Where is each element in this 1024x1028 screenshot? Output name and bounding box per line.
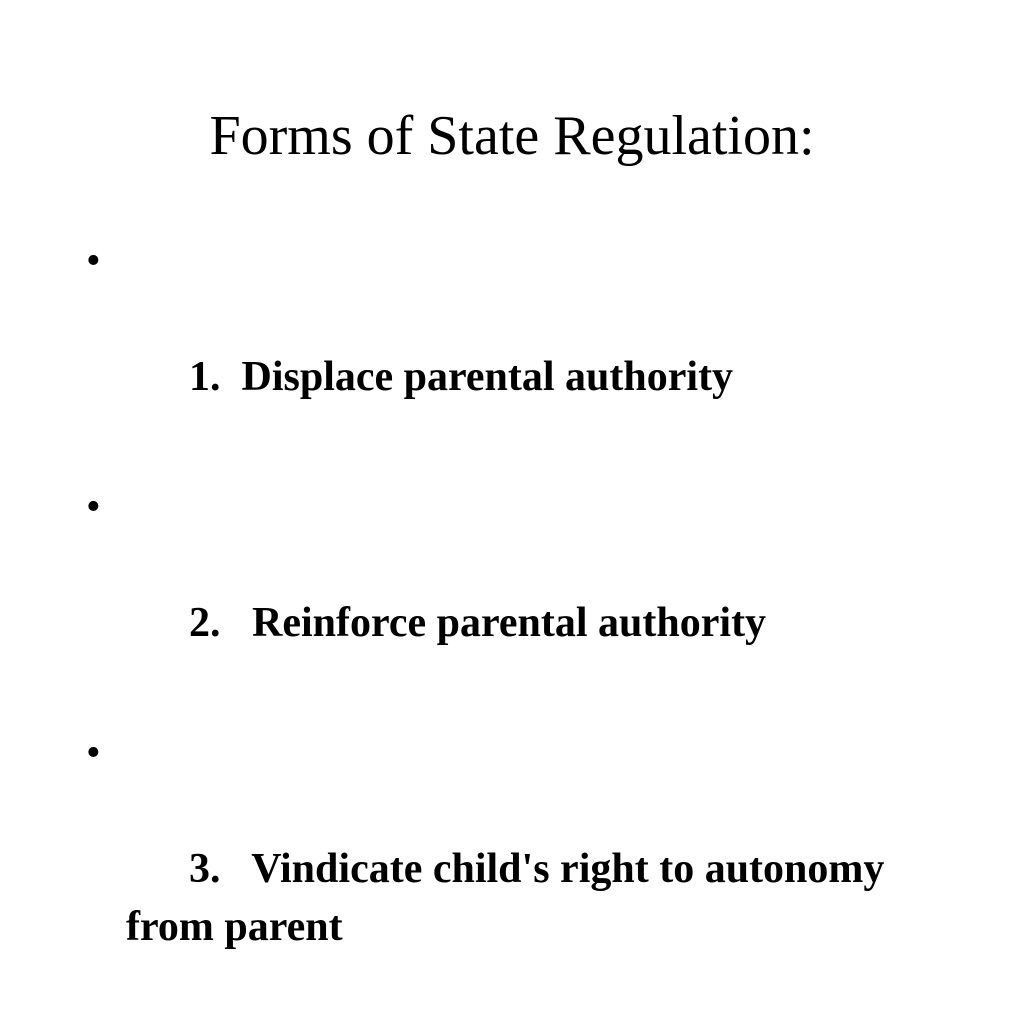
- bullet-icon: •: [86, 484, 101, 530]
- bullet-text-2: 2. Reinforce parental authority: [189, 600, 767, 646]
- bullet-item-1: [86, 232, 946, 464]
- bullet-text-1: 1. Displace parental authority: [189, 354, 734, 400]
- bullet-icon: •: [86, 730, 101, 776]
- bullet-item-2: [86, 478, 946, 710]
- bullet-icon: •: [86, 238, 101, 284]
- bullet-text-3: 3. Vindicate child's right to autonomy from parent: [126, 846, 895, 950]
- bullet-item-3: [86, 724, 946, 1014]
- bullet-list: [86, 232, 946, 1028]
- slide-title: Forms of State Regulation:: [209, 105, 815, 167]
